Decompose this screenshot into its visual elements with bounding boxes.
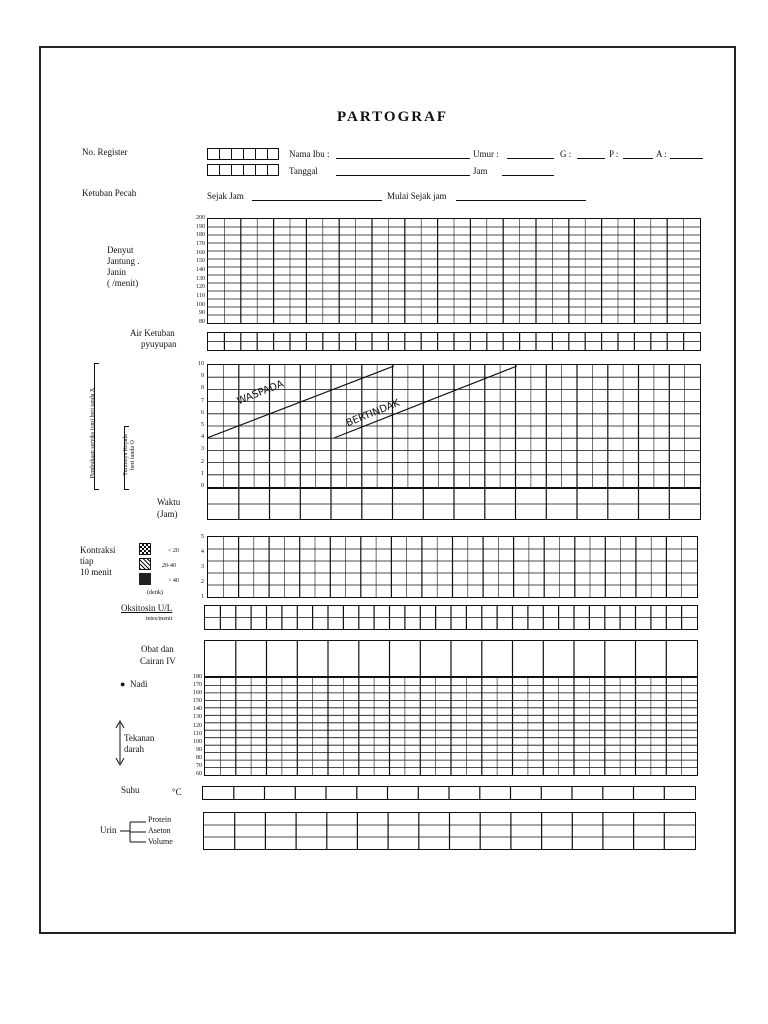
g-label: G : <box>560 149 572 159</box>
legend-20-40: 20-40 <box>162 563 176 569</box>
p-label: P : <box>609 149 619 159</box>
urin-label: Urin <box>100 825 117 835</box>
axis-tick-label: 170 <box>193 682 202 689</box>
axis-tick-label: 0 <box>201 483 204 489</box>
suhu-label: Suhu <box>121 785 140 795</box>
axis-tick-label: 100 <box>193 738 202 745</box>
tekanan-label-1: Tekanan <box>124 733 155 743</box>
jam-label: Jam <box>473 166 488 176</box>
axis-tick-label: 10 <box>198 361 204 367</box>
waktu-label-1: Waktu <box>157 497 181 507</box>
djj-label-4: ( /menit) <box>107 278 139 288</box>
umur-label: Umur : <box>473 149 499 159</box>
umur-field[interactable] <box>507 158 554 159</box>
axis-tick-label: 150 <box>193 698 202 705</box>
waspada-label: WASPADA <box>235 378 286 408</box>
axis-tick-label: 200 <box>196 215 205 221</box>
axis-tick-label: 170 <box>196 241 205 247</box>
axis-tick-label: 2 <box>201 579 204 585</box>
axis-tick-label: 130 <box>193 714 202 721</box>
bertindak-label: BERTINDAK <box>344 397 402 430</box>
djj-label-1: Denyut <box>107 245 134 255</box>
grid-lines <box>205 678 697 775</box>
register-boxes[interactable] <box>207 148 279 160</box>
obat-label-2: Cairan IV <box>140 656 176 666</box>
axis-tick-label: 130 <box>196 275 205 282</box>
djj-label-3: Janin <box>107 267 126 277</box>
legend-dotted-icon <box>139 543 151 555</box>
djj-label-2: Jantung . <box>107 256 140 266</box>
suhu-grid[interactable] <box>202 786 696 800</box>
page-title: PARTOGRAF <box>337 109 449 125</box>
urin-grid[interactable] <box>203 812 696 850</box>
axis-tick-label: 100 <box>196 301 205 308</box>
air-ketuban-label-2: pyuyupan <box>141 339 177 349</box>
ketuban-pecah-label: Ketuban Pecah <box>82 188 137 198</box>
axis-tick-label: 4 <box>201 434 204 441</box>
axis-tick-label: 90 <box>196 746 202 753</box>
axis-tick-label: 140 <box>193 706 202 713</box>
waktu-label-2: (Jam) <box>157 509 178 519</box>
turunnya-kepala-label: Turunnya Kepala <box>122 434 129 476</box>
kontraksi-label-2: tiap <box>80 556 94 566</box>
axis-tick-label: 60 <box>196 771 202 777</box>
nadi-bullet: ● <box>120 679 126 689</box>
a-label: A : <box>656 149 667 159</box>
oksitosin-sub: tetes/menit <box>146 616 173 622</box>
legend-hatched-icon <box>139 558 151 570</box>
tekanan-arrow-icon <box>115 720 125 766</box>
mulai-sejak-jam-field[interactable] <box>456 200 586 201</box>
axis-tick-label: 90 <box>199 310 205 317</box>
obat-grid[interactable] <box>204 640 698 677</box>
axis-tick-label: 7 <box>201 397 204 404</box>
legend-unit: (detik) <box>147 590 163 596</box>
axis-tick-label: 150 <box>196 258 205 265</box>
p-field[interactable] <box>623 158 653 159</box>
grid-lines <box>203 787 695 799</box>
kontraksi-grid[interactable] <box>207 536 698 598</box>
axis-tick-label: 8 <box>201 385 204 392</box>
axis-tick-label: 110 <box>196 293 205 299</box>
grid-lines <box>208 333 700 350</box>
grid-lines <box>208 537 697 597</box>
waktu-grid[interactable] <box>207 488 701 520</box>
djj-axis-ticks <box>185 215 205 325</box>
sejak-jam-label: Sejak Jam <box>207 191 244 201</box>
axis-tick-label: 180 <box>196 232 205 239</box>
axis-tick-label: 110 <box>193 730 202 737</box>
nadi-label: Nadi <box>130 679 148 689</box>
axis-tick-label: 3 <box>201 564 204 570</box>
g-field[interactable] <box>577 158 605 159</box>
axis-tick-label: 6 <box>201 409 204 416</box>
urin-protein: Protein <box>148 815 172 824</box>
kontraksi-axis-ticks <box>192 534 204 600</box>
axis-tick-label: 1 <box>201 594 204 600</box>
grid-lines <box>208 489 700 519</box>
legend-lt20: < 20 <box>168 548 179 554</box>
urin-bracket <box>120 818 148 846</box>
axis-tick-label: 4 <box>201 549 204 555</box>
grid-lines <box>205 606 697 629</box>
tanggal-label: Tanggal <box>289 166 318 176</box>
axis-tick-label: 120 <box>193 722 202 729</box>
axis-tick-label: 180 <box>193 674 202 680</box>
nadi-grid[interactable] <box>204 677 698 776</box>
urin-volume: Volume <box>148 837 173 846</box>
urin-aseton: Aseton <box>148 826 171 835</box>
axis-tick-label: 140 <box>196 267 205 273</box>
jam-field[interactable] <box>502 175 554 176</box>
axis-tick-label: 3 <box>201 446 204 453</box>
a-field[interactable] <box>670 158 703 159</box>
axis-tick-label: 5 <box>201 422 204 428</box>
serviks-vertical-label: Pembukaan serviks (cm) beri tanda X <box>90 387 97 479</box>
air-ketuban-label-1: Air Ketuban <box>130 328 175 338</box>
tanggal-field[interactable] <box>336 175 470 176</box>
djj-grid[interactable] <box>207 218 701 324</box>
grid-lines <box>205 641 697 676</box>
air-ketuban-grid[interactable] <box>207 332 701 351</box>
no-register-label: No. Register <box>82 147 128 157</box>
kontraksi-label-3: 10 menit <box>80 567 112 577</box>
axis-tick-label: 80 <box>199 319 205 325</box>
axis-tick-label: 160 <box>196 249 205 256</box>
serviks-axis-ticks <box>186 361 204 489</box>
axis-tick-label: 5 <box>201 534 204 540</box>
suhu-unit: °C <box>172 787 182 797</box>
kepala-bracket <box>124 426 129 490</box>
serviks-bracket <box>94 363 99 490</box>
nadi-axis-ticks <box>182 674 202 777</box>
register-boxes-2[interactable] <box>207 164 279 176</box>
beri-tanda-o-label: beri tanda O <box>129 440 136 470</box>
sejak-jam-field[interactable] <box>252 200 382 201</box>
axis-tick-label: 120 <box>196 284 205 291</box>
mulai-sejak-jam-label: Mulai Sejak jam <box>387 191 447 201</box>
axis-tick-label: 9 <box>201 373 204 380</box>
nama-ibu-field[interactable] <box>336 158 470 159</box>
oksitosin-label: Oksitosin U/L <box>121 603 173 613</box>
axis-tick-label: 190 <box>196 223 205 230</box>
oksitosin-grid[interactable] <box>204 605 698 630</box>
legend-solid-icon <box>139 573 151 585</box>
legend-gt40: > 40 <box>168 578 179 584</box>
axis-tick-label: 2 <box>201 458 204 465</box>
tekanan-label-2: darah <box>124 744 144 754</box>
nama-ibu-label: Nama Ibu : <box>289 149 330 159</box>
obat-label-1: Obat dan <box>141 644 174 654</box>
axis-tick-label: 80 <box>196 754 202 761</box>
grid-lines <box>204 813 695 849</box>
grid-lines <box>208 219 700 323</box>
axis-tick-label: 160 <box>193 690 202 697</box>
axis-tick-label: 1 <box>201 470 204 477</box>
axis-tick-label: 70 <box>196 762 202 769</box>
kontraksi-label-1: Kontraksi <box>80 545 116 555</box>
